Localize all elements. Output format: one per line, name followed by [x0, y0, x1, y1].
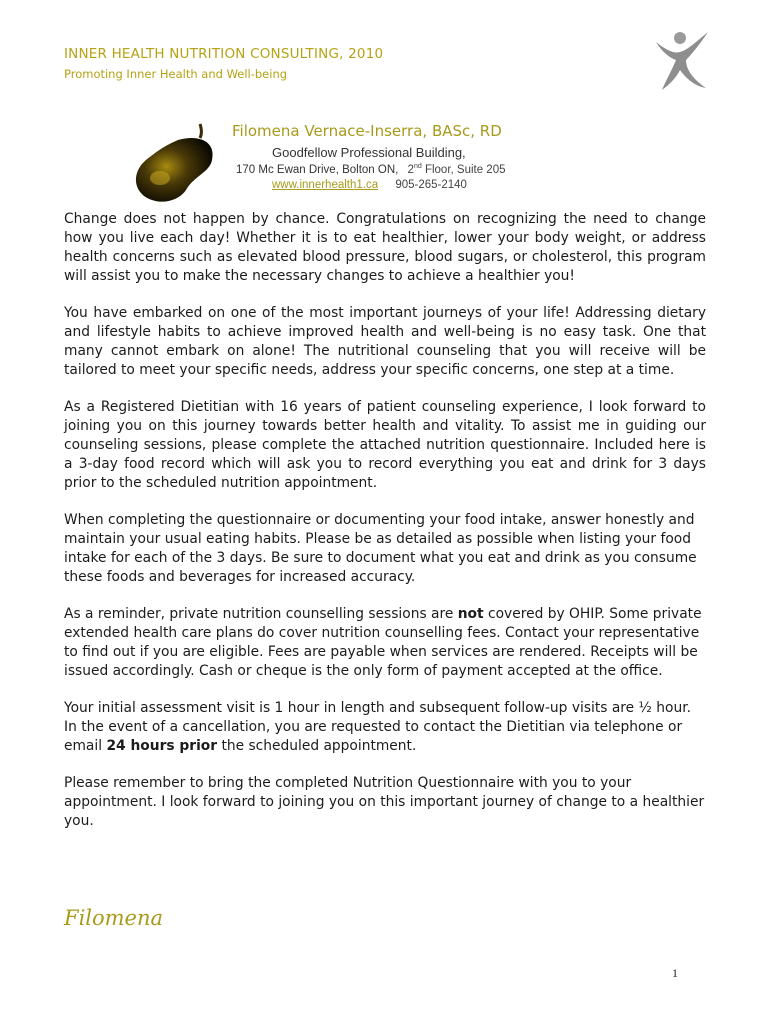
- website-link[interactable]: www.innerhealth1.ca: [272, 179, 379, 191]
- pear-icon: [130, 120, 222, 208]
- paragraph-2: You have embarked on one of the most important journeys of your life! Addressing dietary and lifestyle habits to achieve improved health and well-being is no easy task. One that many cannot embark on alone! The nutritional counseling that you will receive will be tailored to meet your specific needs, address your specific concerns, one step at a time.: [64, 305, 706, 378]
- letter-body: [64, 210, 706, 849]
- contact-web-row: [272, 179, 467, 191]
- paragraph-6-text-b: the scheduled appointment.: [217, 738, 417, 754]
- contact-name: Filomena Vernace-Inserra, BASc, RD: [232, 122, 502, 140]
- paragraph-6-text-a: Your initial assessment visit is 1 hour in length and subsequent follow-up visits are ½ hour. In the event of a cancellation, you are requested to contact the Dietitian via telephone or email: [64, 700, 692, 754]
- paragraph-5-bold: not: [457, 606, 484, 622]
- paragraph-4: When completing the questionnaire or documenting your food intake, answer honestly and maintain your usual eating habits. Please be as detailed as possible when listing your food intake for each of the 3 days. Be sure to document what you eat and drink as you consume these foods and beverages for increased accuracy.: [64, 512, 697, 585]
- contact-address-row: [236, 163, 506, 176]
- paragraph-6: [64, 699, 706, 756]
- floor-number: 2: [407, 163, 414, 176]
- phone-number: 905-265-2140: [395, 179, 467, 191]
- paragraph-5: [64, 605, 706, 681]
- header-title: INNER HEALTH NUTRITION CONSULTING, 2010: [64, 46, 384, 62]
- contact-building: Goodfellow Professional Building,: [272, 145, 466, 160]
- suite-text: Floor, Suite 205: [421, 163, 506, 176]
- running-figure-icon: [652, 28, 712, 94]
- signature: Filomena: [64, 906, 164, 930]
- paragraph-1: Change does not happen by chance. Congratulations on recognizing the need to change how you live each day! Whether it is to eat healthier, lower your body weight, or address health concerns such as elevated blood pressure, blood sugars, or cholesterol, this program will assist you to make the necessary changes to achieve a healthier you!: [64, 211, 706, 284]
- paragraph-5-text-a: As a reminder, private nutrition counselling sessions are: [64, 606, 458, 622]
- paragraph-5-text-b: covered by OHIP. Some private extended health care plans do cover nutrition counselling fees. Contact your representative to find out if you are eligible. Fees are payable when services are rendered. Receipts will be issued accordingly. Cash or cheque is the only form of payment accepted at the office.: [64, 606, 702, 679]
- paragraph-6-bold: 24 hours prior: [106, 738, 218, 754]
- contact-address: 170 Mc Ewan Drive, Bolton ON,: [236, 163, 399, 176]
- contact-suite: [408, 164, 506, 176]
- paragraph-7: Please remember to bring the completed Nutrition Questionnaire with you to your appointment. I look forward to joining you on this important journey of change to a healthier you.: [64, 775, 705, 829]
- floor-suffix: nd: [413, 163, 422, 170]
- header-tagline: Promoting Inner Health and Well-being: [64, 67, 288, 81]
- paragraph-3: As a Registered Dietitian with 16 years of patient counseling experience, I look forward to joining you on this journey towards better health and vitality. To assist me in guiding our counseling sessions, please complete the attached nutrition questionnaire. Included here is a 3-day food record which will ask you to record everything you eat and drink for 3 days prior to the scheduled nutrition appointment.: [64, 399, 706, 491]
- page-number: 1: [672, 966, 678, 980]
